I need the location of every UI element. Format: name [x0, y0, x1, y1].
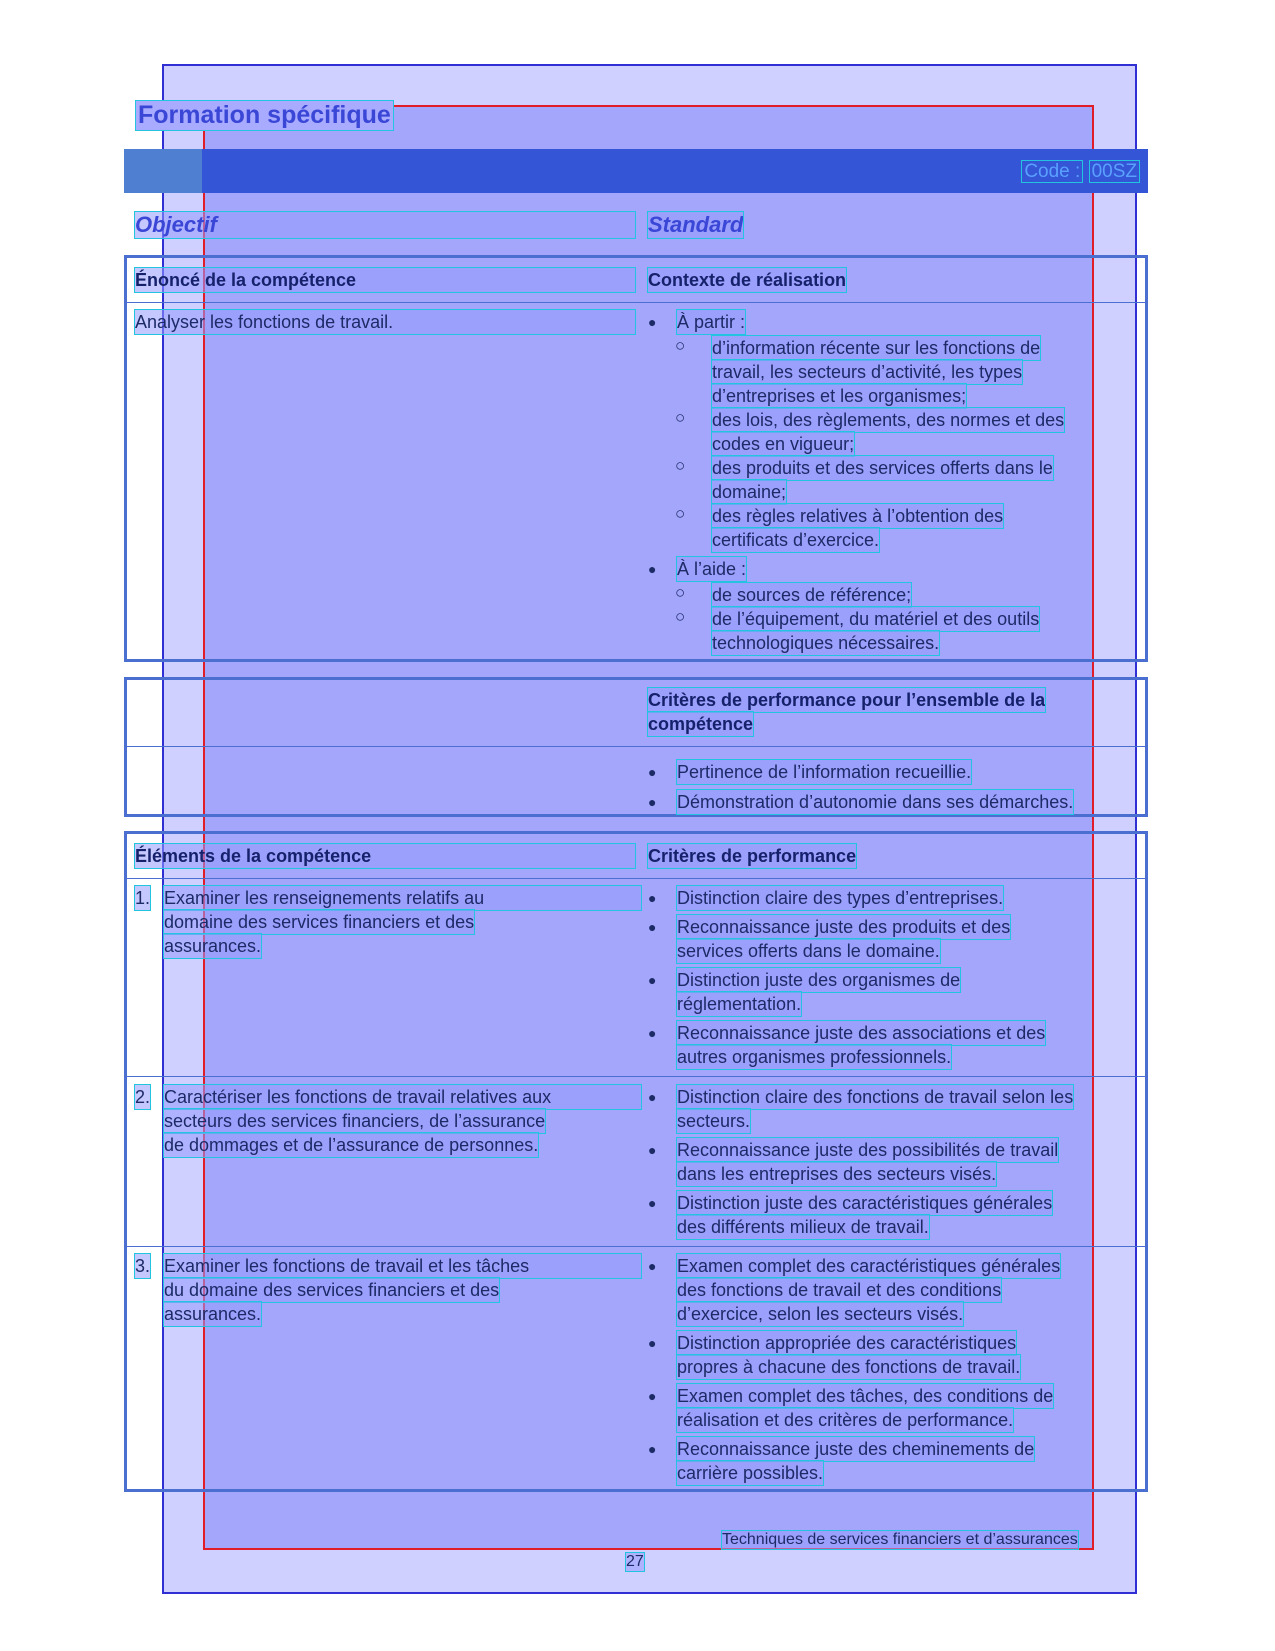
- elements-header-divider: [127, 878, 1145, 879]
- elements-row-divider: [127, 1246, 1145, 1247]
- enonce-header: Énoncé de la compétence: [135, 268, 635, 292]
- footer-program: Techniques de services financiers et d’assurances: [722, 1531, 1078, 1548]
- page-title: Formation spécifique: [135, 100, 394, 131]
- contexte-a-partir-item-3-line-2: domaine;: [712, 482, 787, 502]
- contexte-a-partir-item-4-line-2: certificats d’exercice.: [712, 530, 880, 550]
- element-3-criterion-4-line-2: carrière possibles.: [677, 1463, 824, 1483]
- element-3-line-3: assurances.: [164, 1304, 262, 1324]
- ensemble-item-1: Pertinence de l’information recueillie.: [677, 762, 972, 782]
- element-1-criterion-2-line-2: services offerts dans le domaine.: [677, 941, 940, 961]
- element-2-criterion-3-line-2: des différents milieux de travail.: [677, 1217, 929, 1237]
- sub-bullet-icon: ○: [675, 408, 686, 427]
- element-3-line-1: Examiner les fonctions de travail et les tâches: [164, 1254, 641, 1278]
- code-label: Code :: [1021, 160, 1083, 183]
- contexte-a-partir-item-4-line-1: des règles relatives à l’obtention des: [712, 506, 1004, 526]
- contexte-a-partir-item-2-line-2: codes en vigueur;: [712, 434, 855, 454]
- contexte-a-partir-item-1-line-2: travail, les secteurs d’activité, les types: [712, 362, 1023, 382]
- element-2-line-2: secteurs des services financiers, de l’assurance: [164, 1111, 546, 1131]
- contexte-a-partir-item-1-line-3: d’entreprises et les organismes;: [712, 386, 967, 406]
- bullet-icon: ●: [648, 1025, 657, 1041]
- element-1-criterion-4-line-1: Reconnaissance juste des associations et des: [677, 1023, 1046, 1043]
- bullet-icon: ●: [648, 1335, 657, 1351]
- bullet-icon: ●: [648, 890, 657, 906]
- contexte-a-partir-item-2-line-1: des lois, des règlements, des normes et des: [712, 410, 1065, 430]
- element-1-criterion-3-line-2: réglementation.: [677, 994, 802, 1014]
- element-2-criterion-1-line-2: secteurs.: [677, 1111, 751, 1131]
- element-3-criterion-3-line-1: Examen complet des tâches, des conditions de: [677, 1386, 1054, 1406]
- sub-bullet-icon: ○: [675, 336, 686, 355]
- criteres-header: Critères de performance: [648, 846, 857, 866]
- element-2-criterion-2-line-1: Reconnaissance juste des possibilités de travail: [677, 1140, 1059, 1160]
- bullet-icon: ●: [648, 972, 657, 988]
- element-1-criterion-1-line-1: Distinction claire des types d’entreprises.: [677, 888, 1004, 908]
- contexte-a-l-aide-item-1-line-1: de sources de référence;: [712, 585, 912, 605]
- bullet-icon: ●: [648, 1441, 657, 1457]
- element-1-criterion-3-line-1: Distinction juste des organismes de: [677, 970, 961, 990]
- bullet-icon: ●: [648, 794, 657, 810]
- element-2-criterion-3-line-1: Distinction juste des caractéristiques générales: [677, 1193, 1053, 1213]
- element-3-criterion-1-line-3: d’exercice, selon les secteurs visés.: [677, 1304, 964, 1324]
- element-3-criterion-2-line-2: propres à chacune des fonctions de travail.: [677, 1357, 1021, 1377]
- bullet-icon: ●: [648, 1388, 657, 1404]
- contexte-a-partir-item-3-line-1: des produits et des services offerts dans le: [712, 458, 1053, 478]
- bullet-icon: ●: [648, 1258, 657, 1274]
- element-2-criterion-1-line-1: Distinction claire des fonctions de travail selon les: [677, 1087, 1074, 1107]
- sub-bullet-icon: ○: [675, 504, 686, 523]
- sub-bullet-icon: ○: [675, 456, 686, 475]
- elements-row-divider: [127, 1076, 1145, 1077]
- bullet-icon: ●: [648, 314, 657, 330]
- element-3-criterion-1-line-1: Examen complet des caractéristiques générales: [677, 1256, 1061, 1276]
- sub-bullet-icon: ○: [675, 583, 686, 602]
- element-1-criterion-2-line-1: Reconnaissance juste des produits et des: [677, 917, 1011, 937]
- ensemble-header-line-2: compétence: [648, 714, 754, 734]
- element-number-1: 1.: [135, 888, 151, 908]
- program-code: [1021, 161, 1140, 183]
- bullet-icon: ●: [648, 919, 657, 935]
- enonce-text: Analyser les fonctions de travail.: [135, 310, 635, 334]
- code-bar-accent: [124, 149, 202, 193]
- ensemble-table-divider: [127, 746, 1145, 747]
- element-1-line-2: domaine des services financiers et des: [164, 912, 475, 932]
- standard-heading: Standard: [648, 212, 744, 237]
- element-2-line-3: de dommages et de l’assurance de personnes.: [164, 1135, 539, 1155]
- element-2-criterion-2-line-2: dans les entreprises des secteurs visés.: [677, 1164, 997, 1184]
- ensemble-item-2: Démonstration d’autonomie dans ses démarches.: [677, 792, 1074, 812]
- bullet-icon: ●: [648, 764, 657, 780]
- bullet-icon: ●: [648, 1142, 657, 1158]
- contexte-a-l-aide-item-2-line-2: technologiques nécessaires.: [712, 633, 940, 653]
- bullet-icon: ●: [648, 1195, 657, 1211]
- code-bar: [124, 149, 1148, 193]
- element-1-line-3: assurances.: [164, 936, 262, 956]
- element-number-3: 3.: [135, 1256, 151, 1276]
- contexte-a-l-aide: À l’aide :: [677, 559, 747, 579]
- elements-header: Éléments de la compétence: [135, 844, 635, 868]
- contexte-a-partir: À partir :: [677, 312, 746, 332]
- element-3-line-2: du domaine des services financiers et des: [164, 1280, 500, 1300]
- contexte-header: Contexte de réalisation: [648, 270, 847, 290]
- bullet-icon: ●: [648, 1089, 657, 1105]
- element-1-line-1: Examiner les renseignements relatifs au: [164, 886, 641, 910]
- bullet-icon: ●: [648, 561, 657, 577]
- competence-table-divider: [127, 302, 1145, 303]
- element-1-criterion-4-line-2: autres organismes professionnels.: [677, 1047, 952, 1067]
- element-3-criterion-3-line-2: réalisation et des critères de performance.: [677, 1410, 1014, 1430]
- element-2-line-1: Caractériser les fonctions de travail relatives aux: [164, 1085, 641, 1109]
- contexte-a-l-aide-item-2-line-1: de l’équipement, du matériel et des outils: [712, 609, 1040, 629]
- element-3-criterion-4-line-1: Reconnaissance juste des cheminements de: [677, 1439, 1035, 1459]
- element-3-criterion-1-line-2: des fonctions de travail et des conditions: [677, 1280, 1002, 1300]
- code-value: 00SZ: [1089, 160, 1140, 183]
- element-3-criterion-2-line-1: Distinction appropriée des caractéristiques: [677, 1333, 1017, 1353]
- objectif-heading: Objectif: [135, 212, 635, 238]
- ensemble-header-line-1: Critères de performance pour l’ensemble de la: [648, 690, 1046, 710]
- page-number: 27: [626, 1553, 644, 1570]
- element-number-2: 2.: [135, 1087, 151, 1107]
- contexte-a-partir-item-1-line-1: d’information récente sur les fonctions de: [712, 338, 1041, 358]
- sub-bullet-icon: ○: [675, 607, 686, 626]
